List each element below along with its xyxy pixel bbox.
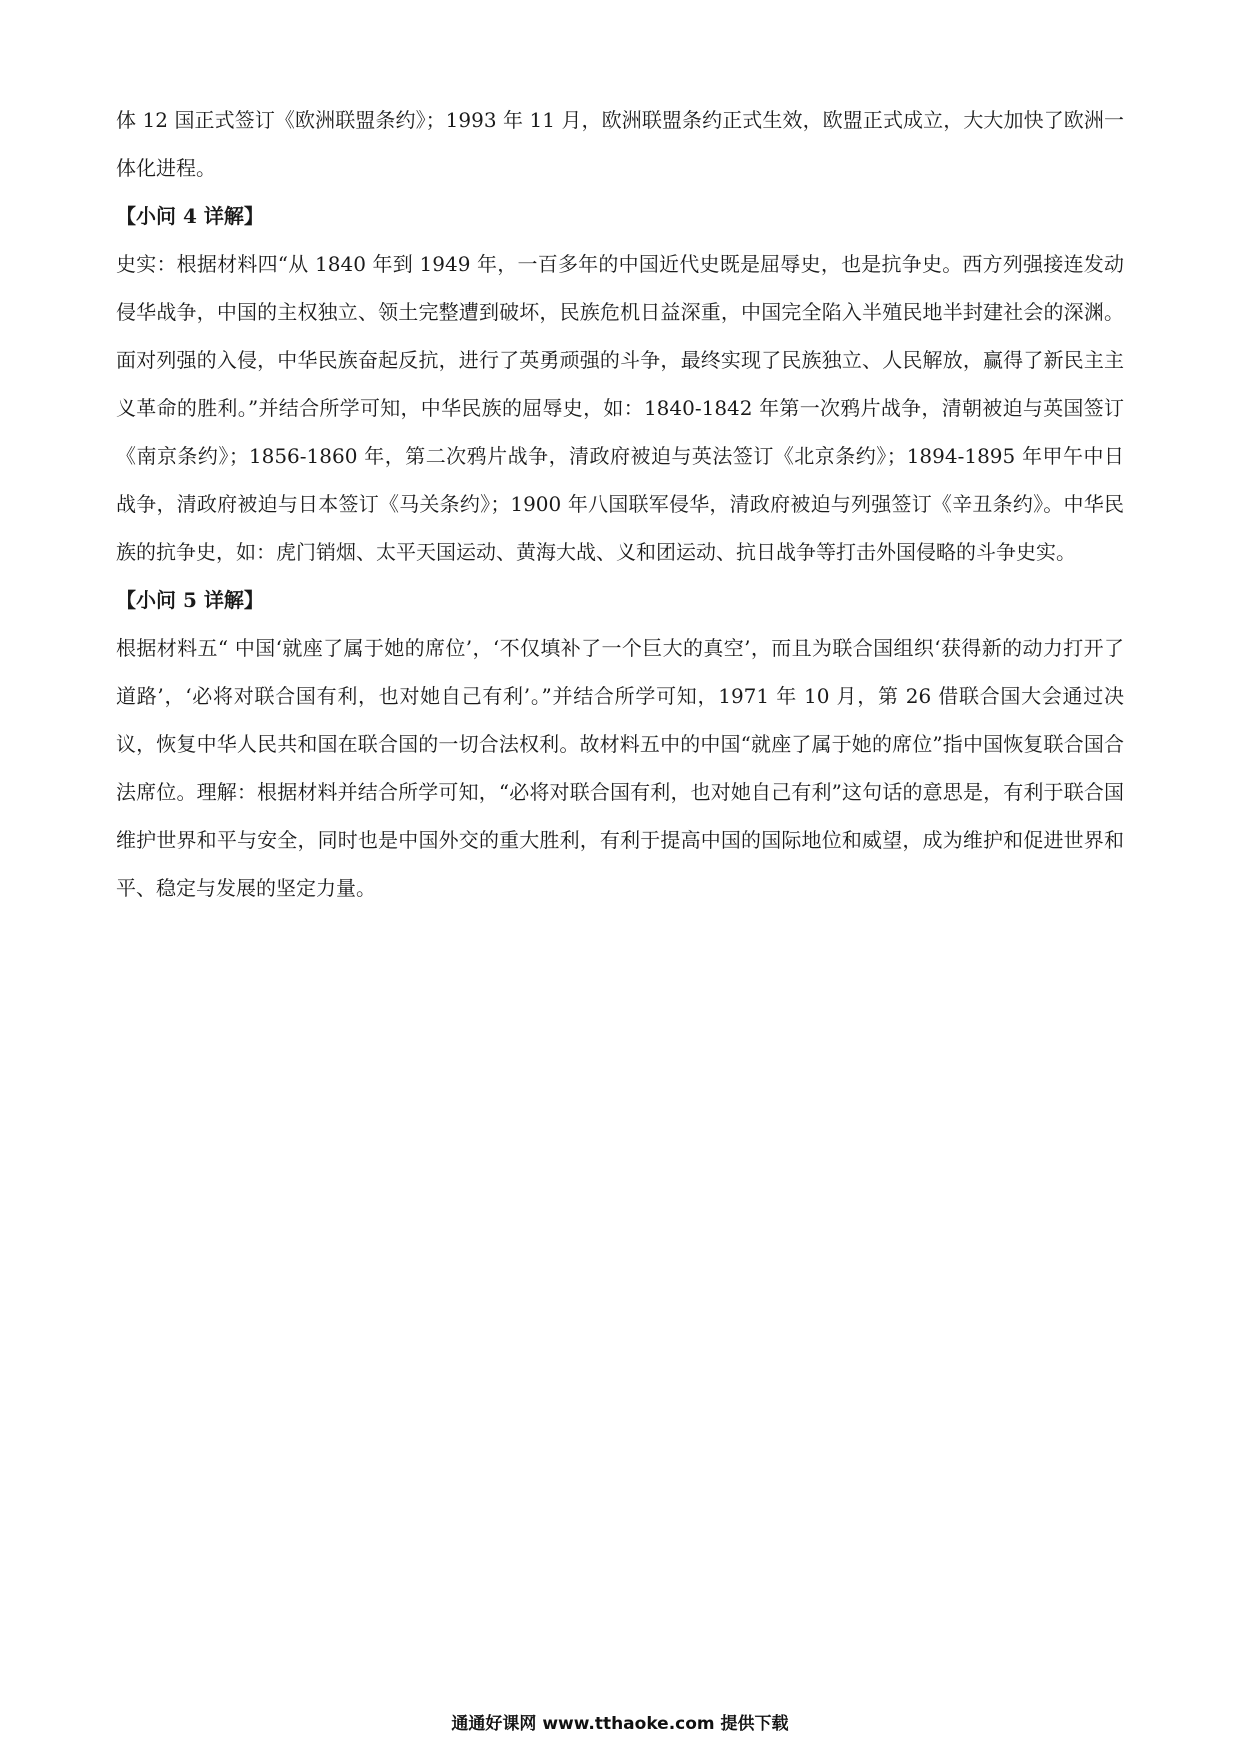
- paragraph-eu-treaty: 体 12 国正式签订《欧洲联盟条约》；1993 年 11 月，欧洲联盟条约正式生效，欧盟正式成立，大大加快了欧洲一体化进程。: [116, 108, 1124, 180]
- document-body: [116, 96, 1124, 912]
- section-heading-q4: 【小问 4 详解】: [116, 204, 264, 228]
- paragraph-q4-answer: 史实：根据材料四“从 1840 年到 1949 年，一百多年的中国近代史既是屈辱史，也是抗争史。西方列强接连发动侵华战争，中国的主权独立、领土完整遭到破坏，民族危机日益深重，中国完全陷入半殖民地半封建社会的深渊。面对列强的入侵，中华民族奋起反抗，进行了英勇顽强的斗争，最终实现了民族独立、人民解放，赢得了新民主主义革命的胜利。”并结合所学可知，中华民族的屈辱史，如：1840-1842 年第一次鸦片战争，清朝被迫与英国签订《南京条约》；1856-1860 年，第二次鸦片战争，清政府被迫与英法签订《北京条约》；1894-1895 年甲午中日战争，清政府被迫与日本签订《马关条约》；1900 年八国联军侵华，清政府被迫与列强签订《辛丑条约》。中华民族的抗争史，如：虎门销烟、太平天国运动、黄海大战、义和团运动、抗日战争等打击外国侵略的斗争史实。: [116, 252, 1124, 564]
- paragraph-q5-answer: 根据材料五“ 中国‘就座了属于她的席位’，‘不仅填补了一个巨大的真空’，而且为联合国组织‘获得新的动力打开了道路’，‘必将对联合国有利，也对她自己有利’。”并结合所学可知，1971 年 10 月，第 26 借联合国大会通过决议，恢复中华人民共和国在联合国的一切合法权利。故材料五中的中国“就座了属于她的席位”指中国恢复联合国合法席位。理解：根据材料并结合所学可知，“必将对联合国有利，也对她自己有利”这句话的意思是，有利于联合国维护世界和平与安全，同时也是中国外交的重大胜利，有利于提高中国的国际地位和威望，成为维护和促进世界和平、稳定与发展的坚定力量。: [116, 636, 1124, 900]
- section-heading-q5: 【小问 5 详解】: [116, 588, 264, 612]
- page-footer: 通通好课网 www.tthaoke.com 提供下载: [451, 1714, 789, 1734]
